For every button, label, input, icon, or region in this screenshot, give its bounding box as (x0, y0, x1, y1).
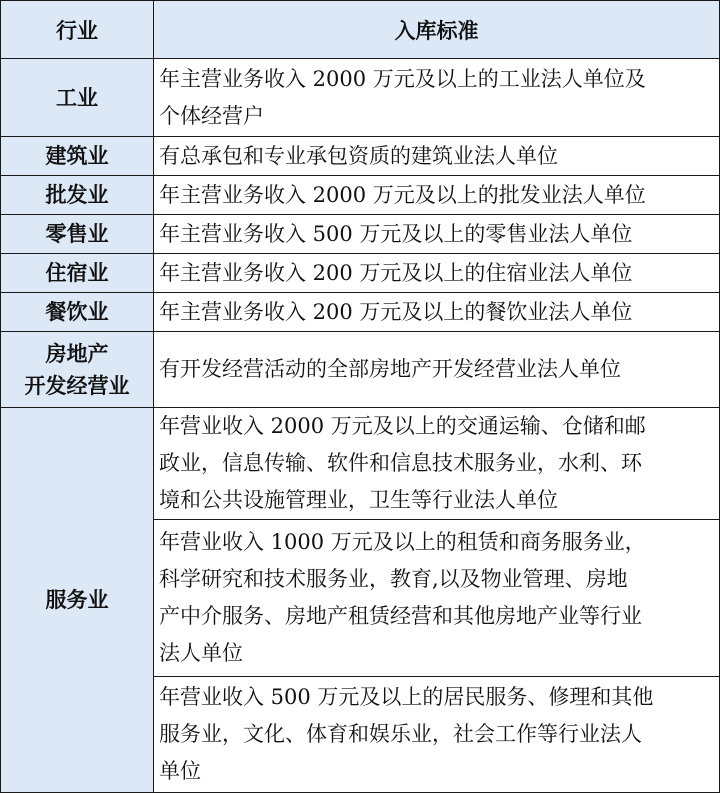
standard-text: 年主营业务收入 200 万元及以上的餐饮业法人单位 (159, 299, 633, 324)
industry-cell (1, 137, 154, 176)
standard-text: 单位 (159, 759, 201, 783)
standard-text: 年营业收入 1000 万元及以上的租赁和商务服务业， (159, 530, 646, 554)
standard-cell (154, 293, 720, 332)
standard-text: 产中介服务、房地产租赁经营和其他房地产业等行业 (159, 604, 642, 628)
industry-label: 房地产 (45, 340, 109, 366)
standard-cell (154, 215, 720, 254)
table-row (1, 293, 720, 332)
standard-cell (154, 408, 720, 520)
industry-cell (1, 59, 154, 137)
standard-text: 个体经营户 (159, 103, 264, 128)
industry-cell (1, 254, 154, 293)
industry-label: 开发经营业 (24, 372, 130, 398)
industry-label: 零售业 (45, 221, 109, 246)
standard-text: 服务业，文化、体育和娱乐业，社会工作等行业法人 (159, 722, 642, 746)
industry-label: 工业 (56, 84, 98, 110)
industry-label: 餐饮业 (45, 299, 109, 324)
standard-cell (154, 137, 720, 176)
table-row (1, 408, 720, 520)
industry-label: 住宿业 (45, 260, 109, 285)
standard-text: 年主营业务收入 2000 万元及以上的批发业法人单位 (159, 182, 646, 207)
standard-cell (154, 677, 720, 793)
header-row (1, 1, 720, 59)
standard-text: 政业，信息传输、软件和信息技术服务业，水利、环 (159, 451, 642, 475)
industry-cell (1, 215, 154, 254)
table-row (1, 59, 720, 137)
standard-text: 年主营业务收入 200 万元及以上的住宿业法人单位 (159, 260, 633, 285)
standard-text: 年主营业务收入 2000 万元及以上的工业法人单位及 (159, 66, 646, 91)
standard-text: 年营业收入 500 万元及以上的居民服务、修理和其他 (159, 685, 654, 709)
standard-cell (154, 254, 720, 293)
header-standard: 入库标准 (154, 1, 720, 59)
table-row (1, 254, 720, 293)
standard-cell (154, 520, 720, 677)
table-row (1, 137, 720, 176)
standard-text: 年营业收入 2000 万元及以上的交通运输、仓储和邮 (159, 414, 646, 438)
table-row (1, 332, 720, 408)
industry-label: 服务业 (45, 587, 109, 612)
header-industry: 行业 (1, 1, 154, 59)
standard-text: 法人单位 (159, 641, 243, 665)
standard-text: 有开发经营活动的全部房地产开发经营业法人单位 (159, 357, 621, 381)
standard-text: 境和公共设施管理业，卫生等行业法人单位 (159, 488, 558, 512)
industry-label: 建筑业 (45, 143, 109, 168)
industry-cell (1, 332, 154, 408)
standard-cell (154, 176, 720, 215)
standard-cell (154, 332, 720, 408)
industry-cell (1, 293, 154, 332)
standard-cell (154, 59, 720, 137)
table-row (1, 176, 720, 215)
table-row (1, 215, 720, 254)
industry-cell (1, 408, 154, 793)
standard-text: 有总承包和专业承包资质的建筑业法人单位 (159, 143, 558, 168)
standard-text: 年主营业务收入 500 万元及以上的零售业法人单位 (159, 221, 633, 246)
industry-cell (1, 176, 154, 215)
industry-label: 批发业 (45, 182, 109, 207)
standard-text: 科学研究和技术服务业，教育,以及物业管理、房地 (159, 567, 628, 591)
